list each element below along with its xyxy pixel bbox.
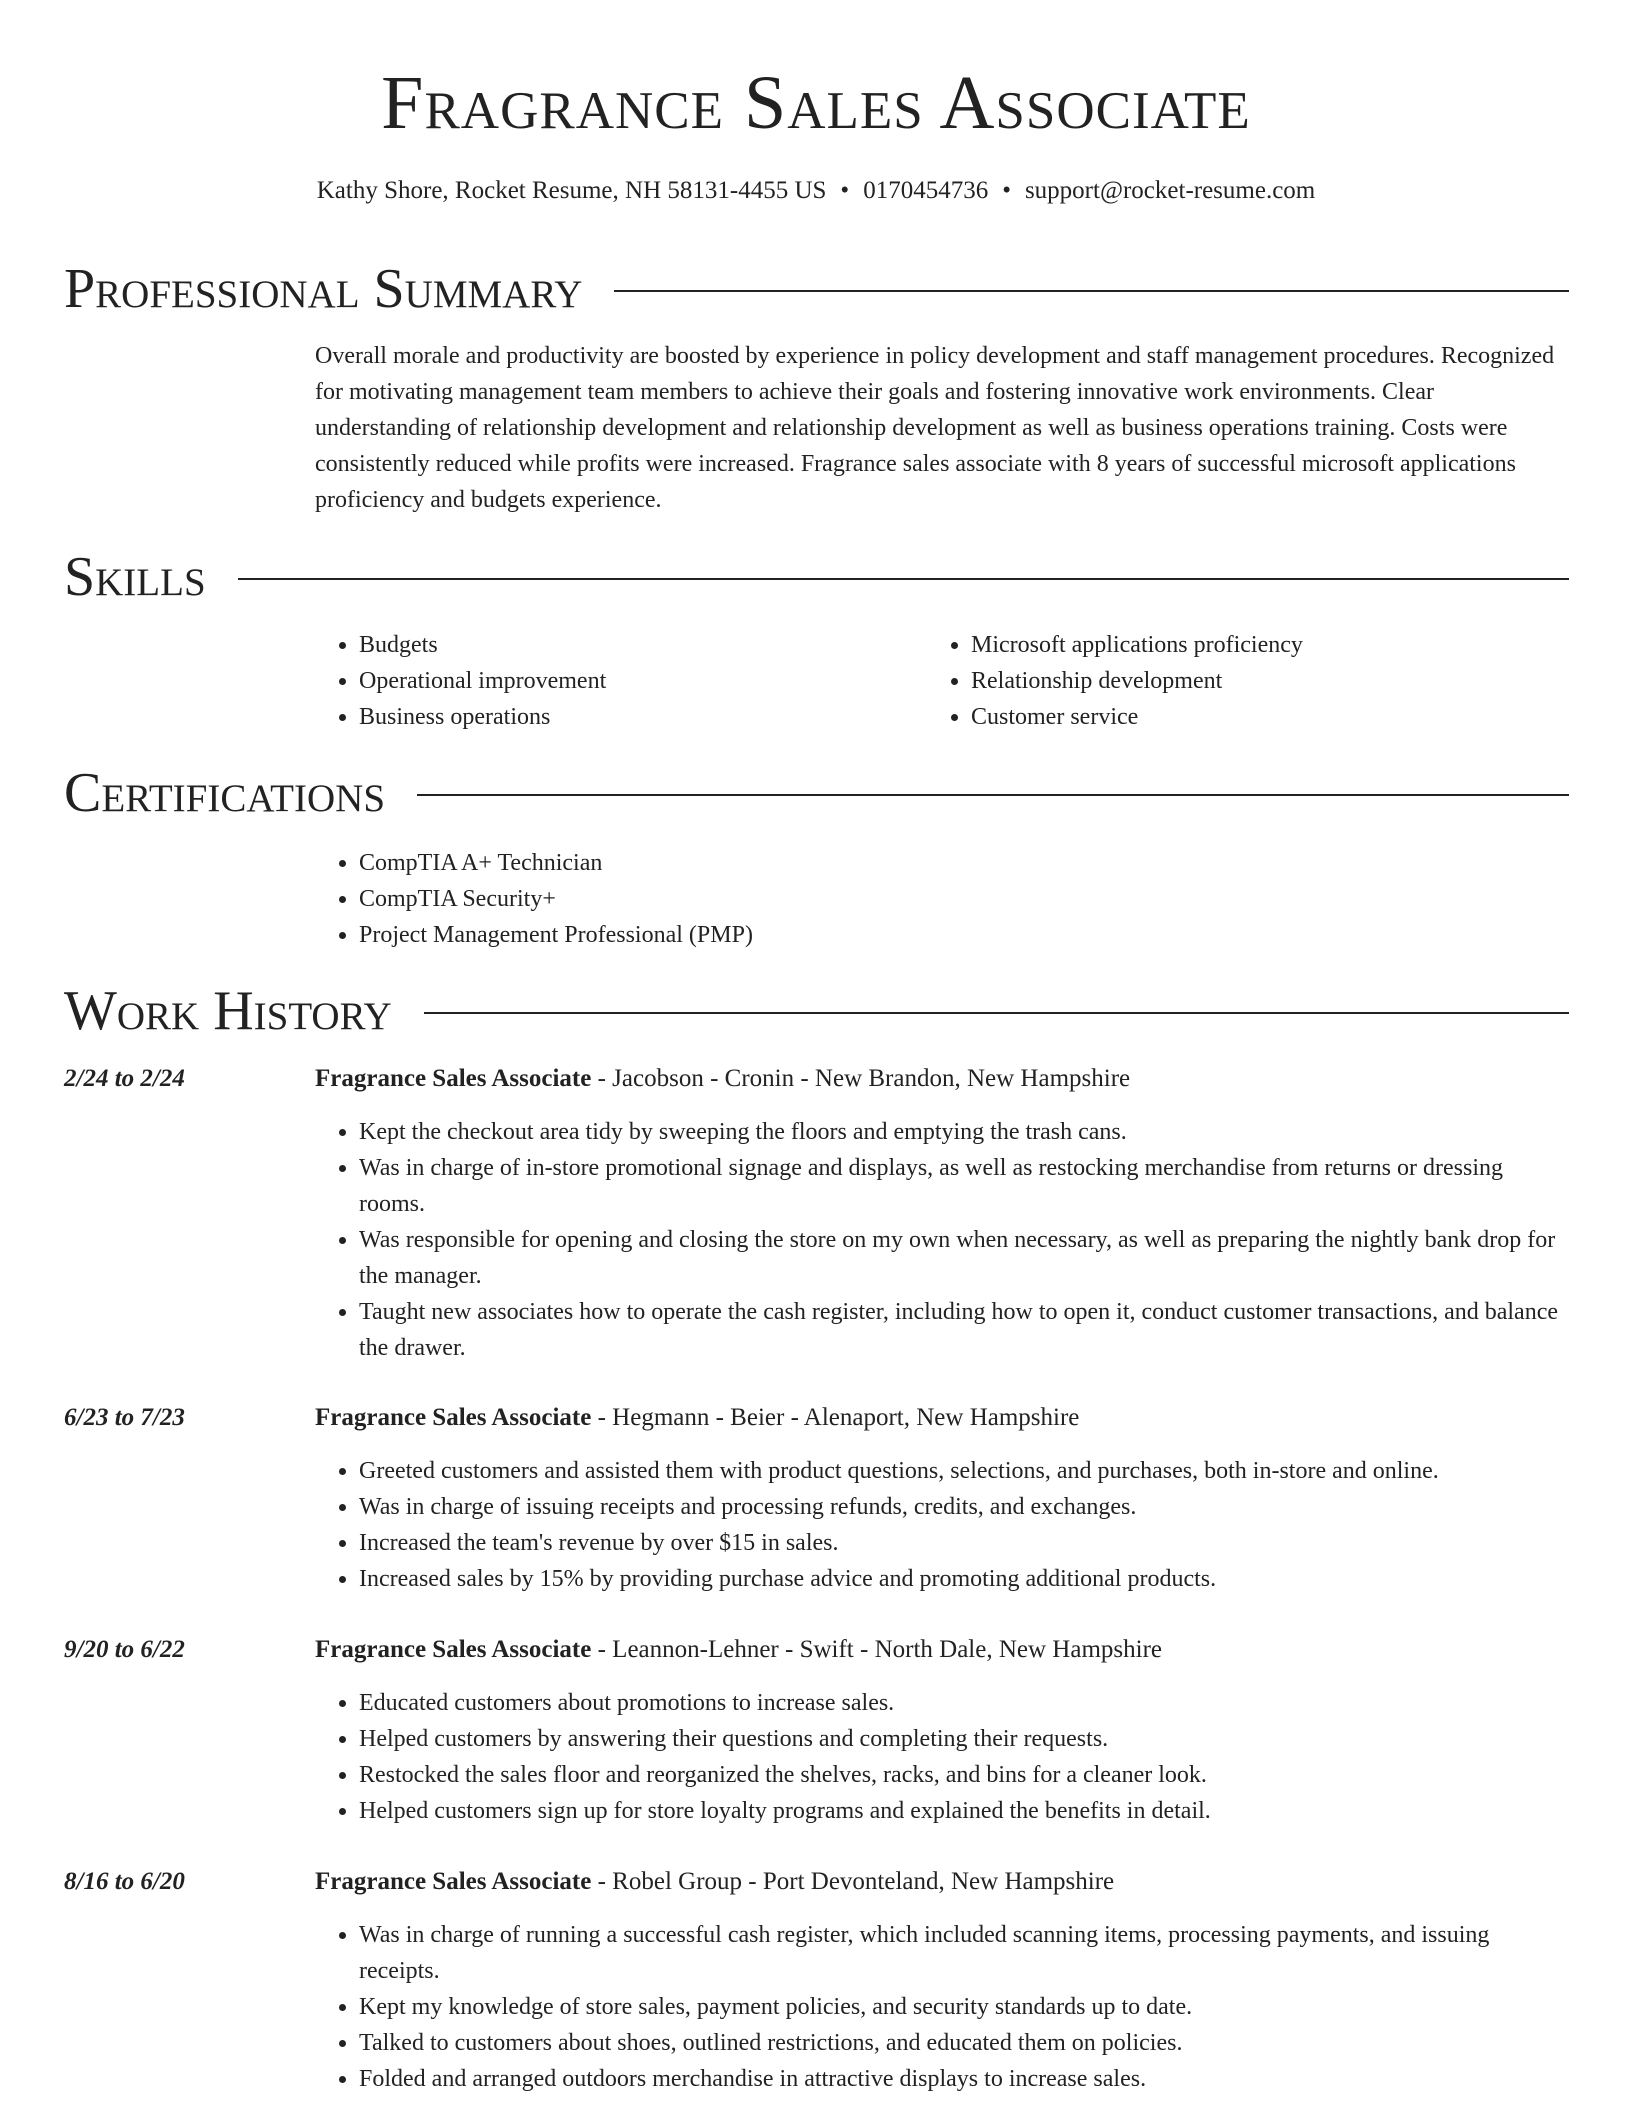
- section-divider: [417, 794, 1569, 796]
- job-dates: 2/24 to 2/24: [64, 1065, 185, 1092]
- job-bullet: • Taught new associates how to operate the cash register, including how to open it, conduct customer transactions, and balance the drawer.: [359, 1294, 1570, 1366]
- certifications-section-header: [64, 760, 1569, 826]
- skill-item: • Microsoft applications proficiency: [971, 627, 1547, 663]
- certification-item: • Project Management Professional (PMP): [359, 917, 1415, 953]
- job-details: - Jacobson - Cronin - New Brandon, New Hampshire: [591, 1065, 1131, 1092]
- job-details: - Robel Group - Port Devonteland, New Hampshire: [591, 1868, 1115, 1895]
- job-title-line: [315, 1632, 1162, 1668]
- job-bullet: • Talked to customers about shoes, outlined restrictions, and educated them on policies.: [359, 2025, 1570, 2061]
- summary-heading: Professional Summary: [64, 258, 583, 320]
- section-divider: [614, 290, 1569, 292]
- contact-email: support@rocket-resume.com: [1024, 177, 1316, 204]
- job-bullet: • Helped customers sign up for store loyalty programs and explained the benefits in detail.: [359, 1793, 1570, 1829]
- job-bullets: [315, 1685, 1570, 1829]
- certifications-heading: Certifications: [64, 762, 386, 824]
- job-dates: 6/23 to 7/23: [64, 1404, 185, 1431]
- job-title: Fragrance Sales Associate: [315, 1636, 592, 1663]
- work-history-heading: Work History: [64, 980, 392, 1042]
- job-bullet: • Was in charge of in-store promotional signage and displays, as well as restocking merchandise from returns or dressing rooms.: [359, 1150, 1570, 1222]
- certification-item: • CompTIA A+ Technician: [359, 845, 1415, 881]
- job-title: Fragrance Sales Associate: [315, 1868, 592, 1895]
- certification-item: • CompTIA Security+: [359, 881, 1415, 917]
- job-bullet: • Increased the team's revenue by over $15 in sales.: [359, 1525, 1570, 1561]
- job-bullets: [315, 1453, 1570, 1597]
- contact-separator: •: [1002, 177, 1011, 204]
- skills-column-left: [315, 627, 875, 735]
- candidate-name: Fragrance Sales Associate: [381, 61, 1251, 145]
- job-title: Fragrance Sales Associate: [315, 1065, 592, 1092]
- skills-section-header: [64, 544, 1569, 610]
- skills-heading: Skills: [64, 546, 206, 608]
- section-divider: [424, 1012, 1569, 1014]
- job-bullet: • Greeted customers and assisted them with product questions, selections, and purchases, both in-store and online.: [359, 1453, 1570, 1489]
- job-bullet: • Educated customers about promotions to increase sales.: [359, 1685, 1570, 1721]
- job-bullets: [315, 1917, 1570, 2097]
- job-bullets: [315, 1114, 1570, 1366]
- job-title-line: [315, 1061, 1130, 1097]
- job-bullet: • Restocked the sales floor and reorganized the shelves, racks, and bins for a cleaner look.: [359, 1757, 1570, 1793]
- job-details: - Hegmann - Beier - Alenaport, New Hampshire: [591, 1404, 1080, 1431]
- job-bullet: • Helped customers by answering their questions and completing their requests.: [359, 1721, 1570, 1757]
- contact-separator: •: [840, 177, 850, 204]
- skill-item: • Budgets: [359, 627, 875, 663]
- section-divider: [238, 578, 1569, 580]
- job-bullet: • Was responsible for opening and closing the store on my own when necessary, as well as preparing the nightly bank drop for the manager.: [359, 1222, 1570, 1294]
- job-bullet: • Kept my knowledge of store sales, payment policies, and security standards up to date.: [359, 1989, 1570, 2025]
- contact-line: [0, 174, 1632, 208]
- contact-address: Kathy Shore, Rocket Resume, NH 58131-4455 US: [316, 177, 827, 204]
- job-title-line: [315, 1400, 1079, 1436]
- skill-item: • Operational improvement: [359, 663, 875, 699]
- job-bullet: • Increased sales by 15% by providing purchase advice and promoting additional products.: [359, 1561, 1570, 1597]
- contact-phone: 0170454736: [863, 177, 989, 204]
- job-dates: 8/16 to 6/20: [64, 1868, 185, 1895]
- work-history-section-header: [64, 978, 1569, 1044]
- job-bullet: • Was in charge of issuing receipts and processing refunds, credits, and exchanges.: [359, 1489, 1570, 1525]
- job-bullet: • Was in charge of running a successful cash register, which included scanning items, processing payments, and issuing receipts.: [359, 1917, 1570, 1989]
- job-bullet: • Folded and arranged outdoors merchandise in attractive displays to increase sales.: [359, 2061, 1570, 2097]
- certifications-list: [315, 845, 1415, 953]
- job-dates: 9/20 to 6/22: [64, 1636, 185, 1663]
- job-details: - Leannon-Lehner - Swift - North Dale, New Hampshire: [591, 1636, 1162, 1663]
- skills-column-right: [927, 627, 1547, 735]
- job-title: Fragrance Sales Associate: [315, 1404, 592, 1431]
- skill-item: • Business operations: [359, 699, 875, 735]
- summary-section-header: [64, 256, 1569, 322]
- skill-item: • Relationship development: [971, 663, 1547, 699]
- summary-text: Overall morale and productivity are boosted by experience in policy development and staff management procedures. Recognized for motivating management team members to achieve their goals and fostering innovative work environments. Clear understanding of relationship development and relationship development as well as business operations training. Costs were consistently reduced while profits were increased. Fragrance sales associate with 8 years of successful microsoft applications proficiency and budgets experience.: [315, 343, 1555, 513]
- job-bullet: • Kept the checkout area tidy by sweeping the floors and emptying the trash cans.: [359, 1114, 1570, 1150]
- job-title-line: [315, 1864, 1114, 1900]
- skill-item: • Customer service: [971, 699, 1547, 735]
